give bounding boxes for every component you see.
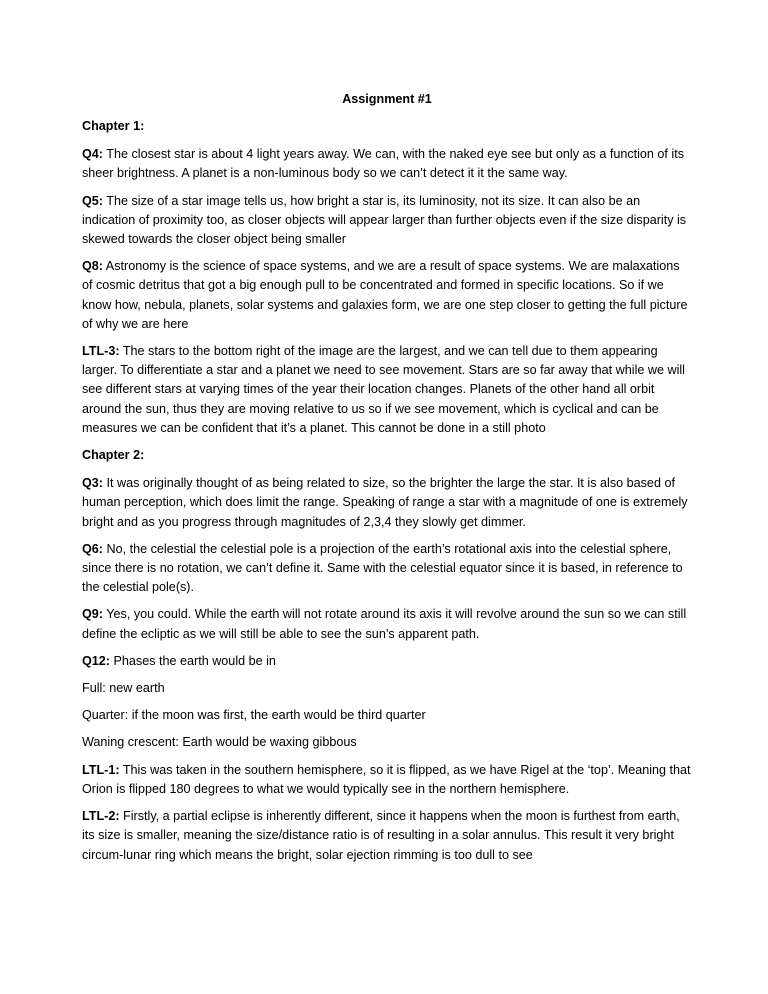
answer-text: The stars to the bottom right of the image are the largest, and we can tell due to them appearing larger. To differentiate a star and a planet we need to see movement. Stars are so far away that while we will see different stars at varying times of the year their location changes. Planets of the other hand all orbit around the sun, thus they are moving relative to us so if we see movement, which is cyclical and can be measures we can be confident that it’s a planet. This cannot be done in a still photo — [82, 344, 685, 435]
answer-text: Astronomy is the science of space systems, and we are a result of space systems. We are malaxations of cosmic detritus that got a big enough pull to be concentrated and formed in specific locations. So if we know how, nebula, planets, solar systems and galaxies form, we are one step closer to getting the full picture of why we are here — [82, 259, 688, 331]
answer-text: Phases the earth would be in — [110, 653, 276, 668]
answer-q12 — [82, 652, 692, 671]
question-label: Q9: — [82, 607, 103, 622]
question-label: Q12: — [82, 653, 110, 668]
question-label: Q5: — [82, 193, 103, 208]
chapter-1-heading: Chapter 1: — [82, 119, 145, 133]
answer-q5 — [82, 192, 692, 250]
document-body — [82, 90, 692, 873]
answer-ltl-1 — [82, 761, 692, 799]
answer-q9 — [82, 605, 692, 643]
answer-q4 — [82, 145, 692, 183]
document-title: Assignment #1 — [342, 92, 432, 106]
answer-text: No, the celestial the celestial pole is a projection of the earth’s rotational axis into the celestial sphere, since there is no rotation, we can’t define it. Same with the celestial equator since it is based, in reference to the celestial pole(s). — [82, 541, 683, 595]
answer-text: The size of a star image tells us, how bright a star is, its luminosity, not its size. It can also be an indication of proximity too, as closer objects will appear larger than further objects even if the size disparity is skewed towards the closer object being smaller — [82, 193, 687, 247]
answer-q3 — [82, 474, 692, 532]
answer-text: Firstly, a partial eclipse is inherently different, since it happens when the moon is furthest from earth, its size is smaller, meaning the size/distance ratio is of resulting in a solar annulus. This result it very bright circum-lunar ring which means the bright, solar ejection rimming is too dull to see — [82, 809, 680, 862]
answer-q6 — [82, 540, 692, 598]
answer-text: The closest star is about 4 light years away. We can, with the naked eye see but only as a function of its sheer brightness. A planet is a non-luminous body so we can’t detect it it the same way. — [82, 147, 685, 181]
phase-line: Quarter: if the moon was first, the earth would be third quarter — [82, 708, 426, 723]
answer-q8 — [82, 257, 692, 334]
answer-text: This was taken in the southern hemisphere, so it is flipped, as we have Rigel at the ‘top’. Meaning that Orion is flipped 180 degrees to what we would typically see in the northern hemisphere. — [82, 762, 691, 796]
answer-text: It was originally thought of as being related to size, so the brighter the large the star. It is also based of human perception, which does limit the range. Speaking of range a star with a magnitude of one is extremely bright and as you progress through magnitudes of 2,3,4 they slowly get dimmer. — [82, 476, 688, 529]
phase-line: Full: new earth — [82, 681, 165, 696]
question-label: Q6: — [82, 541, 103, 556]
question-label: LTL-2: — [82, 809, 120, 824]
chapter-2-heading: Chapter 2: — [82, 448, 145, 463]
question-label: Q4: — [82, 147, 103, 162]
answer-ltl-2 — [82, 807, 692, 865]
answer-ltl-3 — [82, 342, 692, 438]
question-label: Q8: — [82, 259, 103, 274]
question-label: Q3: — [82, 476, 103, 491]
question-label: LTL-1: — [82, 762, 120, 777]
phase-line: Waning crescent: Earth would be waxing gibbous — [82, 735, 357, 750]
question-label: LTL-3: — [82, 344, 120, 359]
answer-text: Yes, you could. While the earth will not rotate around its axis it will revolve around the sun so we can still define the ecliptic as we will still be able to see the sun’s apparent path. — [82, 607, 687, 641]
